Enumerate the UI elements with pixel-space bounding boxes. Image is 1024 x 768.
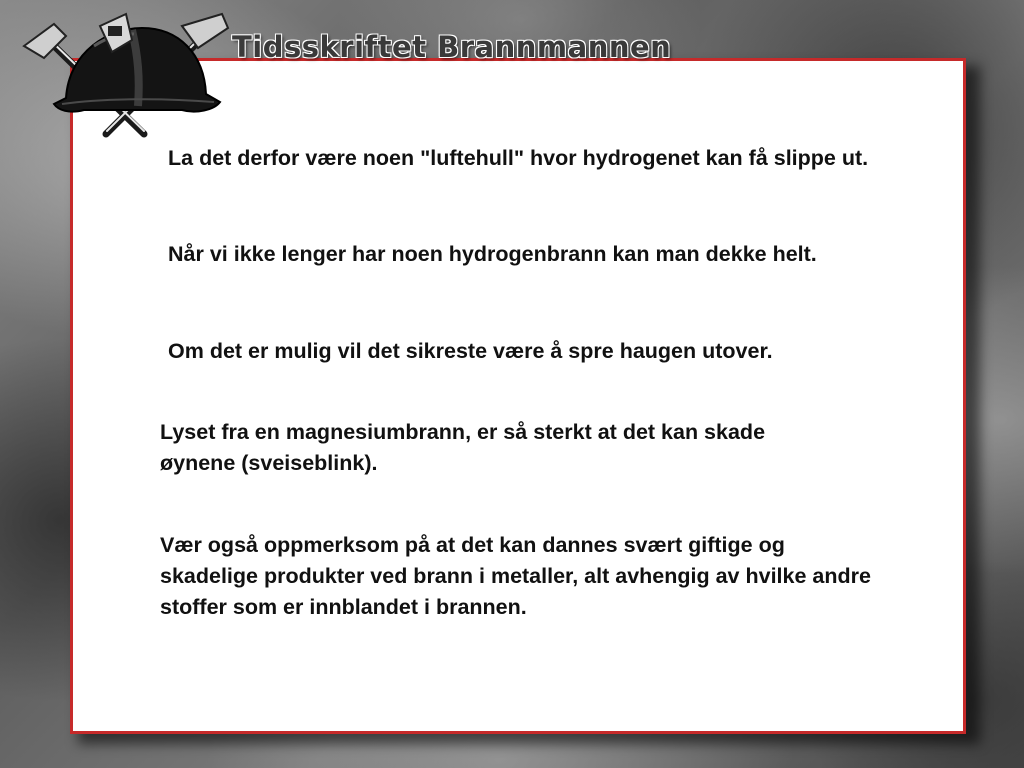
paragraph-cover: Når vi ikke lenger har noen hydrogenbrann kan man dekke helt. xyxy=(168,242,817,266)
fire-helmet-crossed-axes-icon xyxy=(14,6,244,146)
paragraph-spread: Om det er mulig vil det sikreste være å spre haugen utover. xyxy=(168,339,773,363)
paragraph-toxic-products: Vær også oppmerksom på at det kan dannes svært giftige og skadelige produkter ved brann i metaller, alt avhengig av hvilke andre stoffer som er innblandet i brannen. xyxy=(160,533,871,619)
page-title: Tidsskriftet Brannmannen xyxy=(232,30,672,64)
paragraph-magnesium-light: Lyset fra en magnesiumbrann, er så sterkt at det kan skade øynene (sveiseblink). xyxy=(160,420,766,475)
paragraph-ventilation: La det derfor være noen "luftehull" hvor hydrogenet kan få slippe ut. xyxy=(168,146,869,170)
